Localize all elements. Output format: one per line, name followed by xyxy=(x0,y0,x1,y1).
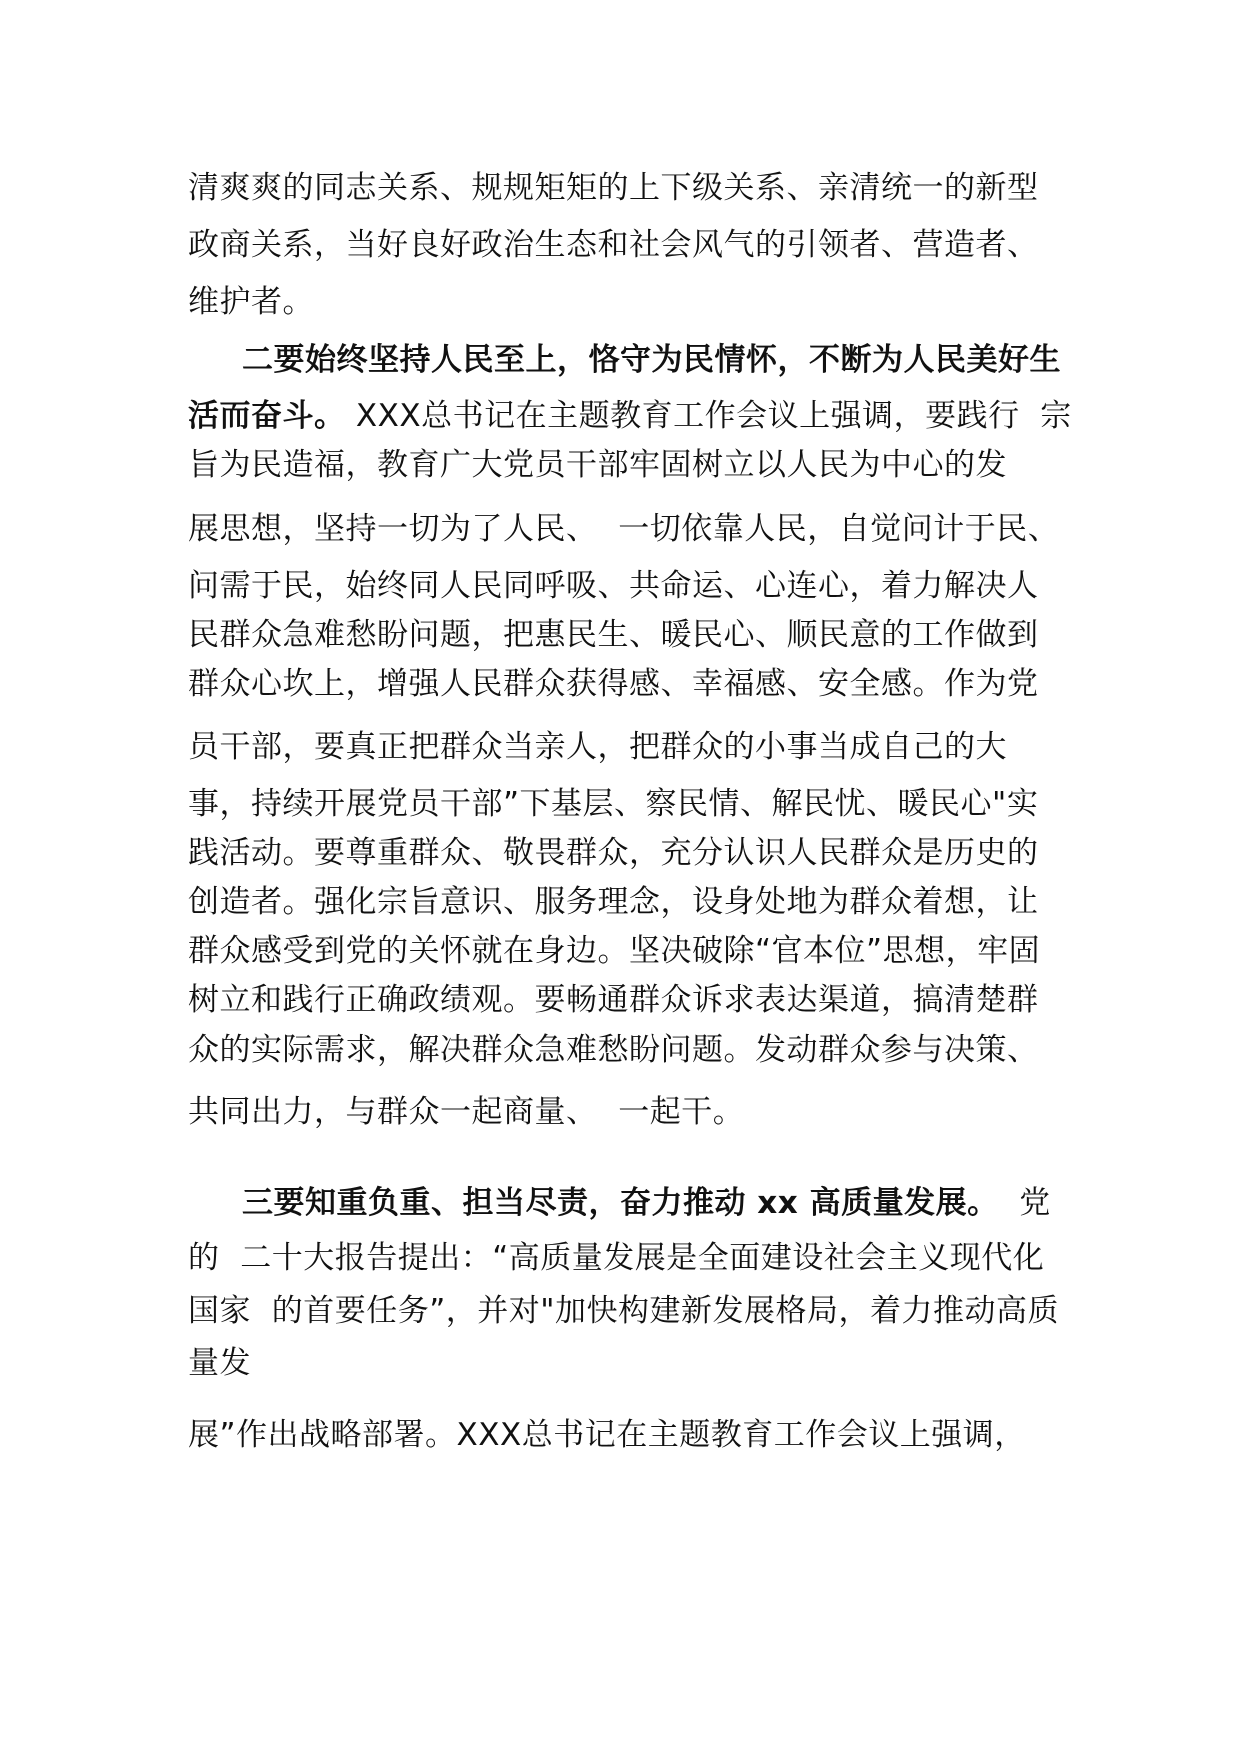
text-line: 员干部，要真正把群众当亲人，把群众的小事当成自己的大 xyxy=(188,729,1007,765)
text-line: 政商关系，当好良好政治生态和社会风气的引领者、营造者、 xyxy=(188,227,1039,263)
text-line: 展思想，坚持一切为了人民、 一切依靠人民，自觉问计于民、 xyxy=(188,511,1060,547)
text-line: 创造者。强化宗旨意识、服务理念，设身处地为群众着想，让 xyxy=(188,884,1039,920)
paragraph-heading-2: 二要始终坚持人民至上，恪守为民情怀，不断为人民美好生 xyxy=(242,342,1061,378)
text-line: 群众感受到党的关怀就在身边。坚决破除“官本位”思想，牢固 xyxy=(188,933,1041,969)
text-line: 量发 xyxy=(188,1345,251,1381)
text-line: 展”作出战略部署。XXX总书记在主题教育工作会议上强调， xyxy=(188,1417,1026,1453)
text-line: 问需于民，始终同人民同呼吸、共命运、心连心，着力解决人 xyxy=(188,568,1039,604)
text-line: 事，持续开展党员干部”下基层、察民情、解民忧、暖民心"实 xyxy=(188,786,1039,822)
text-line: 群众心坎上，增强人民群众获得感、幸福感、安全感。作为党 xyxy=(188,666,1039,702)
text-line: 旨为民造福，教育广大党员干部牢固树立以人民为中心的发 xyxy=(188,447,1007,483)
text-line: 树立和践行正确政绩观。要畅通群众诉求表达渠道，搞清楚群 xyxy=(188,982,1039,1018)
text-line: 维护者。 xyxy=(188,284,314,320)
text-line: 清爽爽的同志关系、规规矩矩的上下级关系、亲清统一的新型 xyxy=(188,170,1039,206)
text-line: 践活动。要尊重群众、敬畏群众，充分认识人民群众是历史的 xyxy=(188,835,1039,871)
text-line: 众的实际需求，解决群众急难愁盼问题。发动群众参与决策、 xyxy=(188,1032,1039,1068)
text-line: 国家 的首要任务”，并对"加快构建新发展格局，着力推动高质 xyxy=(188,1293,1060,1329)
text-line: 民群众急难愁盼问题，把惠民生、暖民心、顺民意的工作做到 xyxy=(188,617,1039,653)
paragraph-heading-3: 三要知重负重、担当尽责，奋力推动 xx 高质量发展。 党 xyxy=(242,1185,1051,1221)
text-line: 活而奋斗。 XXX总书记在主题教育工作会议上强调，要践行 宗 xyxy=(188,398,1072,434)
text-line: 共同出力，与群众一起商量、 一起干。 xyxy=(188,1094,745,1130)
text-line: 的 二十大报告提出：“高质量发展是全面建设社会主义现代化 xyxy=(188,1240,1045,1276)
